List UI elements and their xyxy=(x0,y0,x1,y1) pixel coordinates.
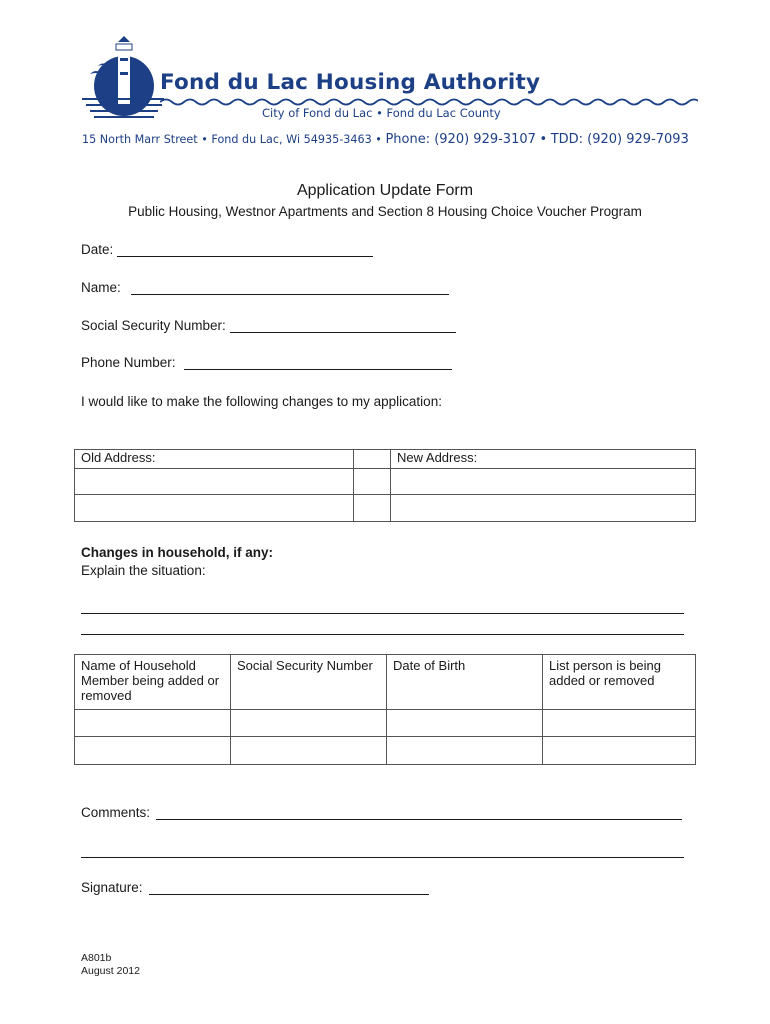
date-input-line[interactable] xyxy=(117,242,373,257)
organization-subtitle: City of Fond du Lac • Fond du Lac County xyxy=(262,106,501,120)
explain-line[interactable] xyxy=(81,613,684,614)
lighthouse-logo-icon xyxy=(82,34,164,120)
name-label: Name: xyxy=(81,280,121,295)
household-cell[interactable] xyxy=(231,737,387,765)
ssn-label: Social Security Number: xyxy=(81,318,226,333)
household-cell[interactable] xyxy=(75,737,231,765)
tdd-text: TDD: (920) 929-7093 xyxy=(550,132,689,147)
address-text: 15 North Marr Street • Fond du Lac, Wi 54935-3463 • xyxy=(82,133,382,146)
household-cell[interactable] xyxy=(75,710,231,737)
household-heading: Changes in household, if any: xyxy=(81,545,274,560)
household-cell[interactable] xyxy=(231,710,387,737)
explain-line[interactable] xyxy=(81,634,684,635)
form-date: August 2012 xyxy=(81,965,140,977)
new-address-cell[interactable] xyxy=(391,495,696,522)
new-address-cell[interactable] xyxy=(391,469,696,495)
comments-label: Comments: xyxy=(81,805,151,820)
household-col-name: Name of Household Member being added or removed xyxy=(75,655,231,710)
wave-divider xyxy=(160,94,698,104)
old-address-header: Old Address: xyxy=(75,450,354,469)
household-table xyxy=(74,654,696,765)
organization-contact: 15 North Marr Street • Fond du Lac, Wi 54935-3463 • Phone: (920) 929-3107 • TDD: (920) 929-7093 xyxy=(82,132,689,147)
household-cell[interactable] xyxy=(387,710,543,737)
ssn-field xyxy=(81,318,456,336)
comments-field xyxy=(81,805,682,823)
form-subtitle: Public Housing, Westnor Apartments and Section 8 Housing Choice Voucher Program xyxy=(128,204,642,219)
address-table xyxy=(74,449,696,522)
household-cell[interactable] xyxy=(543,737,696,765)
phone-label: Phone Number: xyxy=(81,355,176,370)
household-col-ssn: Social Security Number xyxy=(231,655,387,710)
explain-label: Explain the situation: xyxy=(81,563,206,578)
comments-input-line[interactable] xyxy=(156,805,682,820)
household-col-dob: Date of Birth xyxy=(387,655,543,710)
new-address-header: New Address: xyxy=(391,450,696,469)
changes-intro: I would like to make the following changes to my application: xyxy=(81,394,442,409)
household-col-action: List person is being added or removed xyxy=(543,655,696,710)
household-cell[interactable] xyxy=(543,710,696,737)
signature-field xyxy=(81,880,429,898)
name-input-line[interactable] xyxy=(131,280,449,295)
form-title: Application Update Form xyxy=(296,182,474,199)
date-label: Date: xyxy=(81,242,114,257)
household-cell[interactable] xyxy=(387,737,543,765)
form-code: A801b xyxy=(81,952,112,964)
comments-line[interactable] xyxy=(81,857,684,858)
signature-label: Signature: xyxy=(81,880,143,895)
ssn-input-line[interactable] xyxy=(230,318,456,333)
phone-text: Phone: (920) 929-3107 xyxy=(385,132,536,147)
signature-input-line[interactable] xyxy=(149,880,429,895)
phone-input-line[interactable] xyxy=(184,355,452,370)
name-field xyxy=(81,280,449,298)
old-address-cell[interactable] xyxy=(75,469,354,495)
date-field xyxy=(81,242,373,260)
phone-field xyxy=(81,355,452,373)
old-address-cell[interactable] xyxy=(75,495,354,522)
organization-name: Fond du Lac Housing Authority xyxy=(160,70,541,95)
